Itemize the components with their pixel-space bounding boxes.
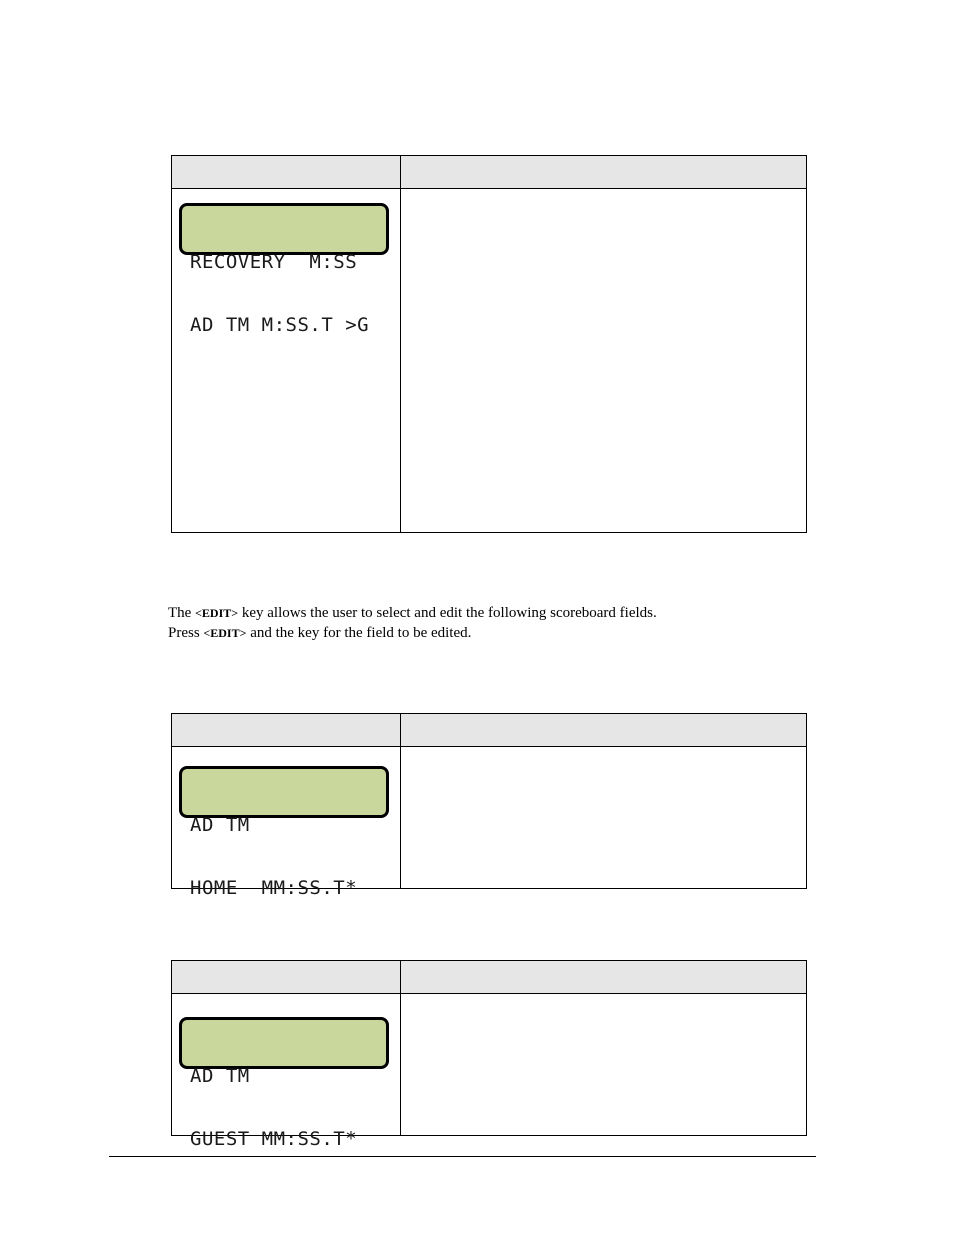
lcd-line-1: RECOVERY M:SS: [190, 251, 358, 273]
paragraph-line-1: The <EDIT> key allows the user to select and edit the following scoreboard fields.: [168, 605, 657, 621]
table-header: [172, 714, 806, 747]
column-divider: [400, 156, 401, 532]
lcd-line-2: HOME MM:SS.T*: [190, 877, 358, 899]
settings-table-guest: [171, 960, 807, 1150]
lcd-display: [179, 1017, 389, 1150]
edit-key-description: [168, 603, 788, 643]
footer-rule: [109, 1156, 816, 1157]
settings-table-recovery: [171, 155, 807, 533]
table-header: [172, 961, 806, 994]
table-header: [172, 156, 806, 189]
edit-key-label: <EDIT>: [195, 606, 239, 620]
column-divider: [400, 714, 401, 888]
edit-key-label: <EDIT>: [203, 626, 247, 640]
lcd-line-2: AD TM M:SS.T >G: [190, 314, 370, 336]
lcd-line-1: AD TM: [190, 814, 250, 836]
settings-table-home: [171, 713, 807, 899]
lcd-line-1: AD TM: [190, 1065, 250, 1087]
paragraph-line-2: Press <EDIT> and the key for the field to be edited.: [168, 625, 472, 641]
column-divider: [400, 961, 401, 1135]
lcd-display: [179, 203, 389, 336]
lcd-display: [179, 766, 389, 899]
lcd-line-2: GUEST MM:SS.T*: [190, 1128, 358, 1150]
